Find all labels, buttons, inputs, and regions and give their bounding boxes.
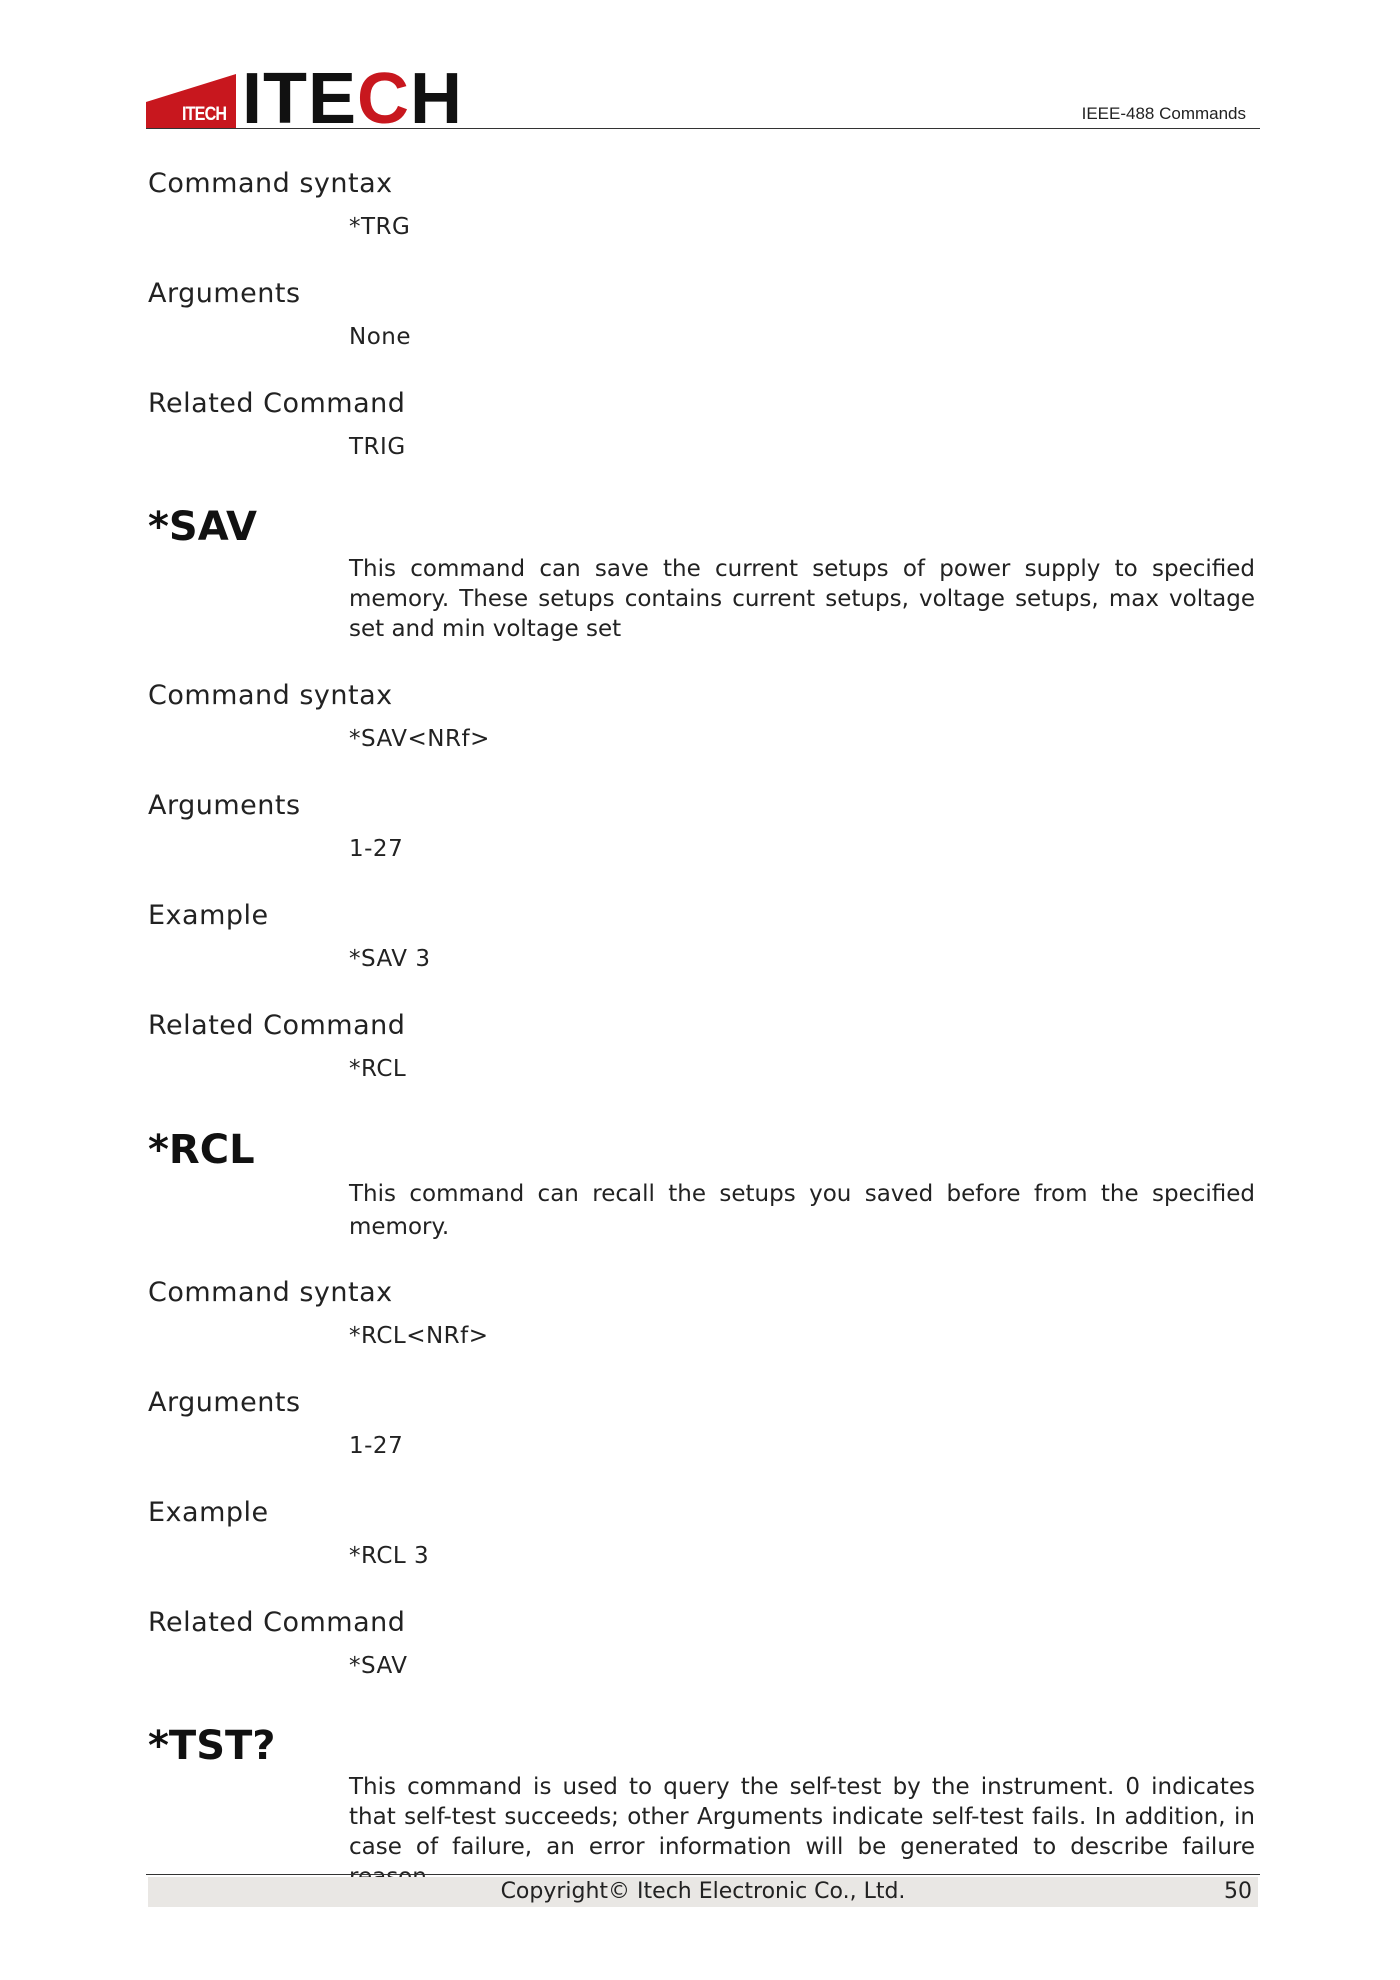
sav-related: *RCL: [349, 1056, 407, 1082]
sav-heading: *SAV: [148, 504, 257, 550]
rcl-heading: *RCL: [148, 1127, 255, 1173]
tst-description: This command is used to query the self-test by the instrument. 0 indicates that self-test succeeds; other Arguments indicate self-test fails. In addition, in case of failure, an error information will be generated to describe failure: [349, 1774, 1255, 1860]
rcl-example: *RCL 3: [349, 1543, 430, 1569]
rcl-description: This command can recall the setups you saved before from the specified memory.: [349, 1181, 1255, 1240]
sav-description: This command can save the current setups of power supply to specified memory. These setups contains current setups, voltage setups, max voltage set and min voltage set: [349, 556, 1255, 642]
rcl-example-label: Example: [148, 1497, 269, 1528]
rcl-related-label: Related Command: [148, 1607, 406, 1638]
sav-example-label: Example: [148, 900, 269, 931]
sav-args: 1-27: [349, 836, 404, 862]
footer-copyright: Copyright© Itech Electronic Co., Ltd.: [500, 1879, 906, 1904]
sav-example: *SAV 3: [349, 946, 431, 972]
logo-mini-text: ITECH: [182, 104, 227, 125]
page-header: [146, 59, 1260, 139]
trg-syntax: *TRG: [349, 214, 411, 240]
logo-wordmark: ITECH: [242, 59, 464, 139]
page-number: 50: [1224, 1879, 1252, 1904]
rcl-syntax-label: Command syntax: [148, 1277, 393, 1308]
rcl-related: *SAV: [349, 1653, 408, 1679]
rcl-args: 1-27: [349, 1433, 404, 1459]
sav-args-label: Arguments: [148, 790, 301, 821]
tst-heading: *TST?: [148, 1723, 276, 1769]
section-title: IEEE-488 Commands: [1081, 104, 1246, 123]
trg-args-label: Arguments: [148, 278, 301, 309]
sav-syntax-label: Command syntax: [148, 680, 393, 711]
rcl-syntax: *RCL<NRf>: [349, 1323, 489, 1349]
trg-syntax-label: Command syntax: [148, 168, 393, 199]
itech-logo: [146, 59, 464, 139]
rcl-args-label: Arguments: [148, 1387, 301, 1418]
footer-divider: [146, 1874, 1260, 1875]
sav-related-label: Related Command: [148, 1010, 406, 1041]
page-footer: [148, 1877, 1258, 1907]
trg-related: TRIG: [349, 434, 406, 460]
sav-syntax: *SAV<NRf>: [349, 726, 490, 752]
trg-args: None: [349, 324, 412, 350]
logo-mark-icon: [146, 74, 236, 128]
trg-related-label: Related Command: [148, 388, 406, 419]
